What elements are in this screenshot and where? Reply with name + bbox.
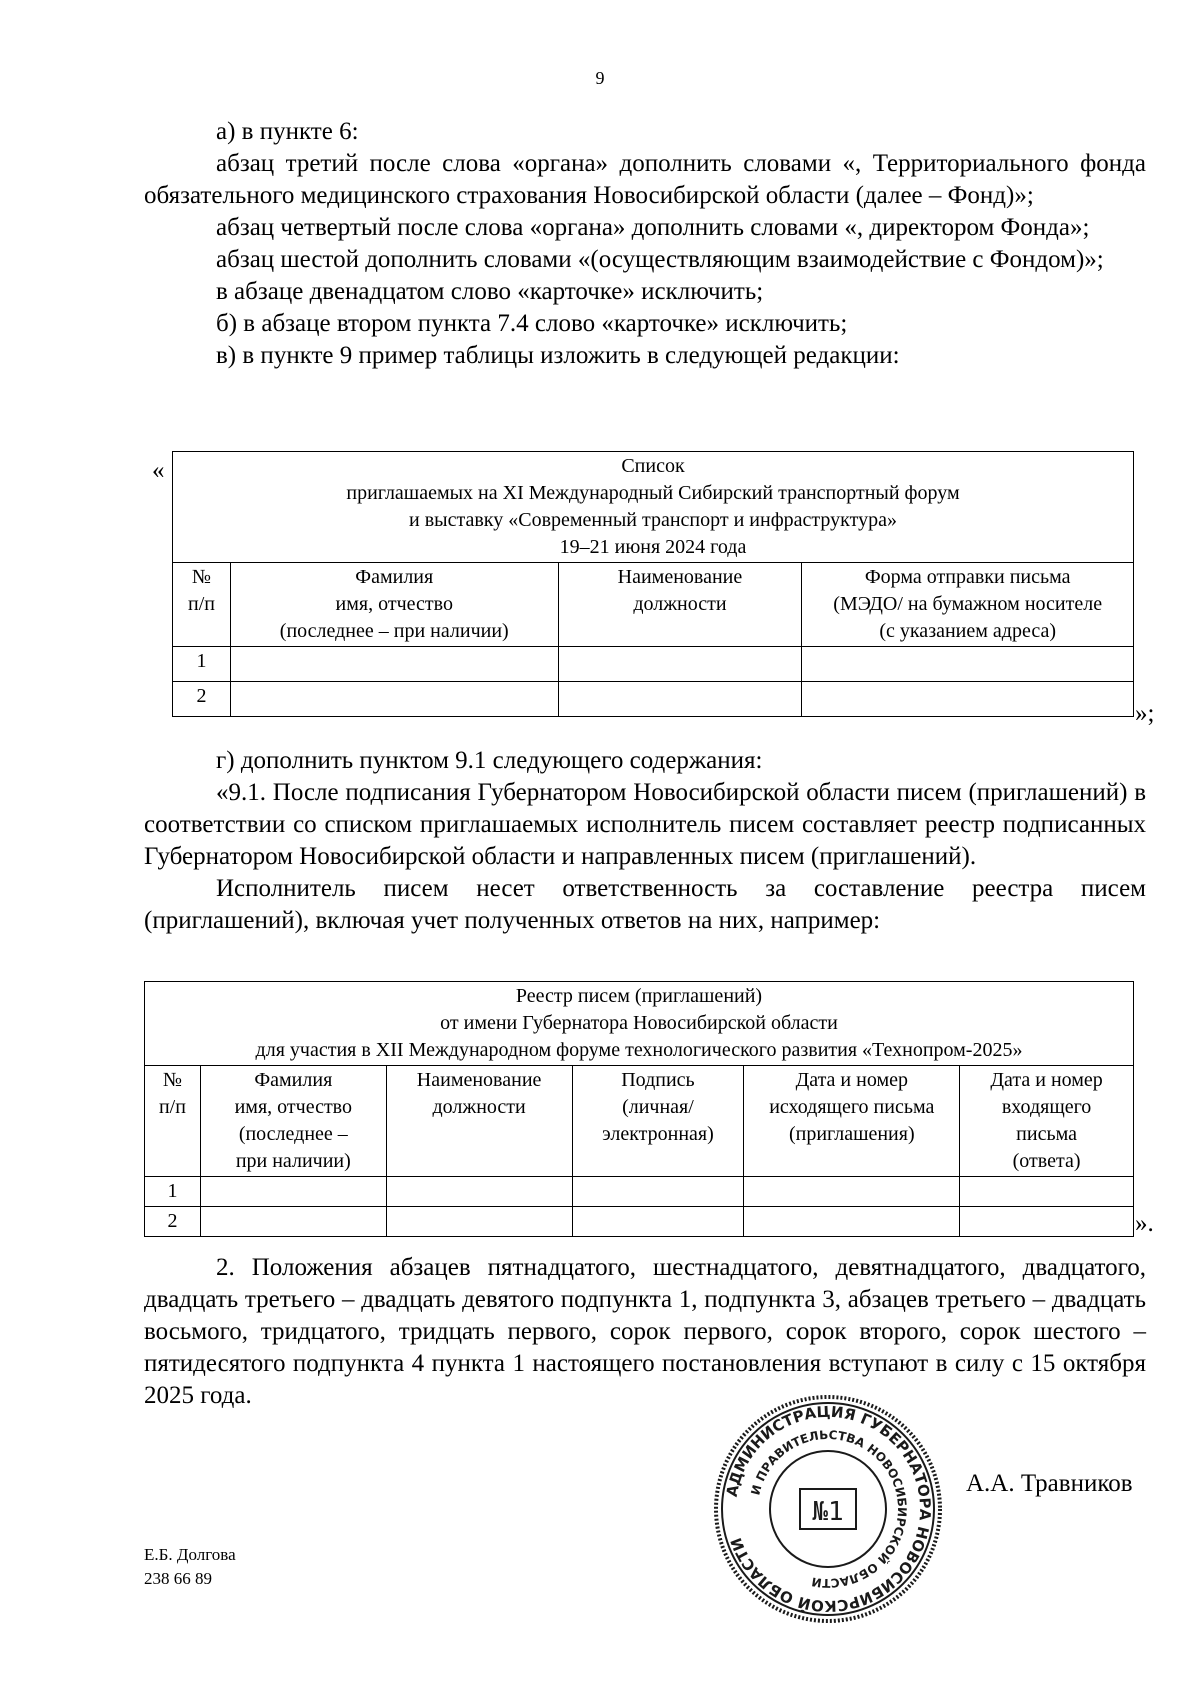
cell [802, 682, 1134, 717]
cell [558, 647, 802, 682]
header-incoming-letter: Дата и номер входящего письма (ответа) [960, 1066, 1134, 1177]
table-title-row [145, 982, 1134, 1066]
cell [572, 1207, 744, 1237]
table-row [145, 1207, 1134, 1237]
header-number: № п/п [173, 563, 231, 647]
row-number: 1 [173, 647, 231, 682]
table-header-row [173, 563, 1134, 647]
signer-name: А.А. Травников [966, 1470, 1133, 1497]
table-row [173, 682, 1134, 717]
seal-outer-text: АДМИНИСТРАЦИЯ ГУБЕРНАТОРА НОВОСИБИРСКОЙ ОБЛАСТИ [722, 1402, 935, 1616]
table-row [173, 647, 1134, 682]
cell [960, 1207, 1134, 1237]
cell [230, 682, 558, 717]
paragraph: абзац шестой дополнить словами «(осуществляющим взаимодействие с Фондом)»; [216, 246, 1104, 273]
paragraph: а) в пункте 6: [216, 118, 359, 145]
invitees-list-table [172, 451, 1134, 717]
header-position: Наименование должности [386, 1066, 572, 1177]
cell [960, 1177, 1134, 1207]
cell [386, 1207, 572, 1237]
paragraph: в) в пункте 9 пример таблицы изложить в следующей редакции: [216, 342, 900, 369]
cell [744, 1207, 960, 1237]
seal-inner-text: И ПРАВИТЕЛЬСТВА НОВОСИБИРСКОЙ ОБЛАСТИ [748, 1427, 910, 1591]
letters-registry-table [144, 981, 1134, 1237]
header-full-name: Фамилия имя, отчество (последнее – при наличии) [200, 1066, 386, 1177]
row-number: 2 [173, 682, 231, 717]
cell [230, 647, 558, 682]
paragraph: б) в абзаце втором пункта 7.4 слово «карточке» исключить; [216, 310, 848, 337]
table-header-row [145, 1066, 1134, 1177]
header-full-name: Фамилия имя, отчество (последнее – при наличии) [230, 563, 558, 647]
header-signature: Подпись (личная/ электронная) [572, 1066, 744, 1177]
paragraph: 2. Положения абзацев пятнадцатого, шестнадцатого, девятнадцатого, двадцатого, двадцать третьего – двадцать девятого подпункта 1, подпункта 3, абзацев третьего – двадцать восьмого, тридцатого, тридцать первого, сорок первого, сорок второго, сорок шестого – пятидесятого подпункта 4 пункта 1 настоящего постановления вступают в силу с 15 октября 2025 года. [144, 1254, 1146, 1409]
table2-close-quote: ». [1135, 1210, 1154, 1237]
executor-info [144, 1543, 236, 1591]
amendments-text-middle [144, 745, 1146, 937]
paragraph: в абзаце двенадцатом слово «карточке» исключить; [216, 278, 764, 305]
official-seal-stamp [712, 1393, 944, 1625]
table1-close-quote: »; [1135, 700, 1155, 727]
cell [558, 682, 802, 717]
cell [802, 647, 1134, 682]
cell [744, 1177, 960, 1207]
header-outgoing-letter: Дата и номер исходящего письма (приглашения) [744, 1066, 960, 1177]
executor-phone: 238 66 89 [144, 1569, 212, 1588]
amendments-text-top [144, 116, 1146, 372]
row-number: 2 [145, 1207, 201, 1237]
executor-name: Е.Б. Долгова [144, 1545, 236, 1564]
table1-open-quote: « [152, 457, 165, 484]
row-number: 1 [145, 1177, 201, 1207]
cell [386, 1177, 572, 1207]
paragraph: Исполнитель писем несет ответственность за составление реестра писем (приглашений), включая учет полученных ответов на них, например: [144, 875, 1146, 934]
paragraph: «9.1. После подписания Губернатором Новосибирской области писем (приглашений) в соответствии со списком приглашаемых исполнитель писем составляет реестр подписанных Губернатором Новосибирской области и направленных писем (приглашений). [144, 779, 1146, 870]
cell [200, 1177, 386, 1207]
header-number: № п/п [145, 1066, 201, 1177]
seal-center-text: №1 [812, 1497, 844, 1527]
table-title-row [173, 452, 1134, 563]
table-title: Реестр писем (приглашений) от имени Губернатора Новосибирской области для участия в XII Международном форуме технологического развития «Технопром-2025» [145, 982, 1134, 1066]
header-send-form: Форма отправки письма (МЭДО/ на бумажном носителе (с указанием адреса) [802, 563, 1134, 647]
page-number: 9 [595, 68, 605, 88]
cell [572, 1177, 744, 1207]
header-position: Наименование должности [558, 563, 802, 647]
paragraph: г) дополнить пунктом 9.1 следующего содержания: [216, 747, 763, 774]
table-title: Список приглашаемых на XI Международный Сибирский транспортный форум и выставку «Современный транспорт и инфраструктура» 19–21 июня 2024 года [173, 452, 1134, 563]
effective-date-text [144, 1252, 1146, 1412]
paragraph: абзац третий после слова «органа» дополнить словами «, Территориального фонда обязательного медицинского страхования Новосибирской области (далее – Фонд)»; [144, 150, 1146, 209]
table-row [145, 1177, 1134, 1207]
cell [200, 1207, 386, 1237]
paragraph: абзац четвертый после слова «органа» дополнить словами «, директором Фонда»; [216, 214, 1090, 241]
